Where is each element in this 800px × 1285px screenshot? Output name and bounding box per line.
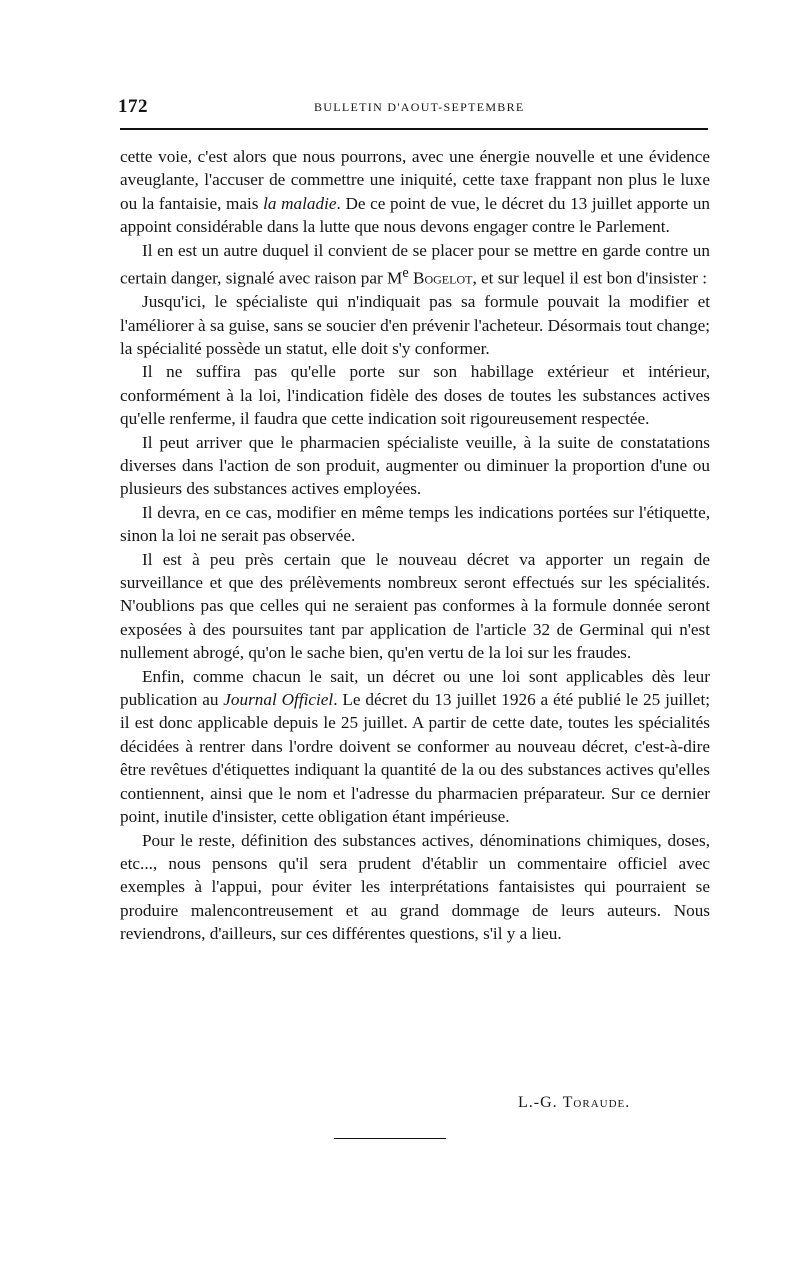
paragraph: Enfin, comme chacun le sait, un décret ou une loi sont applicables dès leur publication au Journal Officiel. Le décret du 13 juillet 1926 a été publié le 25 juillet; il est donc applicable depuis le 25 juillet. A partir de cette date, toutes les spécialités décidées à rentrer dans l'ordre doivent se conformer au nouveau décret, c'est-à-dire être revêtues d'étiquettes indiquant la quantité de la ou des substances actives qu'elles contiennent, ainsi que le nom et l'adresse du pharmacien préparateur. Sur ce dernier point, inutile d'insister, cette obligation étant impérieuse. (120, 666, 710, 827)
person-name: Bogelot (408, 268, 473, 288)
paragraph: Il ne suffira pas qu'elle porte sur son habillage extérieur et intérieur, conformément à la loi, l'indication fidèle des doses de toutes les substances actives qu'elle renferme, il faudra que cette indication soit rigoureusement respectée. (120, 362, 710, 429)
paragraph: Il en est un autre duquel il convient de se placer pour se mettre en garde contre un certain danger, signalé avec raison par Me Bogelot, et sur lequel il est bon d'insister : (120, 240, 710, 288)
paragraph: Il devra, en ce cas, modifier en même temps les indications portées sur l'étiquette, sinon la loi ne serait pas observée. (120, 502, 710, 546)
paragraph: Jusqu'ici, le spécialiste qui n'indiquait pas sa formule pouvait la modifier et l'améliorer à sa guise, sans se soucier d'en prévenir l'acheteur. Désormais tout change; la spécialité possède un statut, elle doit s'y conformer. (120, 292, 710, 358)
page-number: 172 (118, 96, 148, 117)
page-header (118, 96, 710, 120)
emphasis-text: la maladie (263, 193, 337, 213)
paragraph: Pour le reste, définition des substances actives, dénominations chimiques, doses, etc..., nous pensons qu'il sera prudent d'établir un commentaire officiel avec exemples à l'appui, pour éviter les interprétations fantaisistes qui pourraient se produire malencontreusement et au grand dommage de leurs auteurs. Nous reviendrons, d'ailleurs, sur ces différentes questions, s'il y a lieu. (120, 830, 710, 944)
honorific-superscript: e (402, 265, 409, 282)
paragraph: Il est à peu près certain que le nouveau décret va apporter un regain de surveillance et que des prélèvements nombreux seront effectués sur les spécialités. N'oublions pas que celles qui ne seraient pas conformes à la formule donnée seront exposées à des poursuites tant par application de l'article 32 de Germinal qui n'est nullement abrogé, qu'on le sache bien, qu'en vertu de la loi sur les fraudes. (120, 549, 710, 663)
running-title: BULLETIN D'AOUT-SEPTEMBRE (314, 100, 525, 114)
author-surname: Toraude. (562, 1094, 631, 1111)
header-rule (120, 128, 708, 130)
end-rule (334, 1138, 446, 1139)
author-signature: L.-G. Toraude. (518, 1094, 631, 1111)
paragraph: Il peut arriver que le pharmacien spécialiste veuille, à la suite de constatations diverses dans l'action de son produit, augmenter ou diminuer la proportion d'une ou plusieurs des substances actives employées. (120, 432, 710, 499)
emphasis-text: Journal Officiel (223, 690, 334, 710)
article-body (120, 145, 710, 946)
paragraph: cette voie, c'est alors que nous pourrons, avec une énergie nouvelle et une évidence aveuglante, l'accuser de commettre une iniquité, cette taxe frappant non plus le luxe ou la fantaisie, mais la maladie. De ce point de vue, le décret du 13 juillet apporte un appoint considérable dans la lutte que nous devons engager contre le Parlement. (120, 147, 711, 237)
